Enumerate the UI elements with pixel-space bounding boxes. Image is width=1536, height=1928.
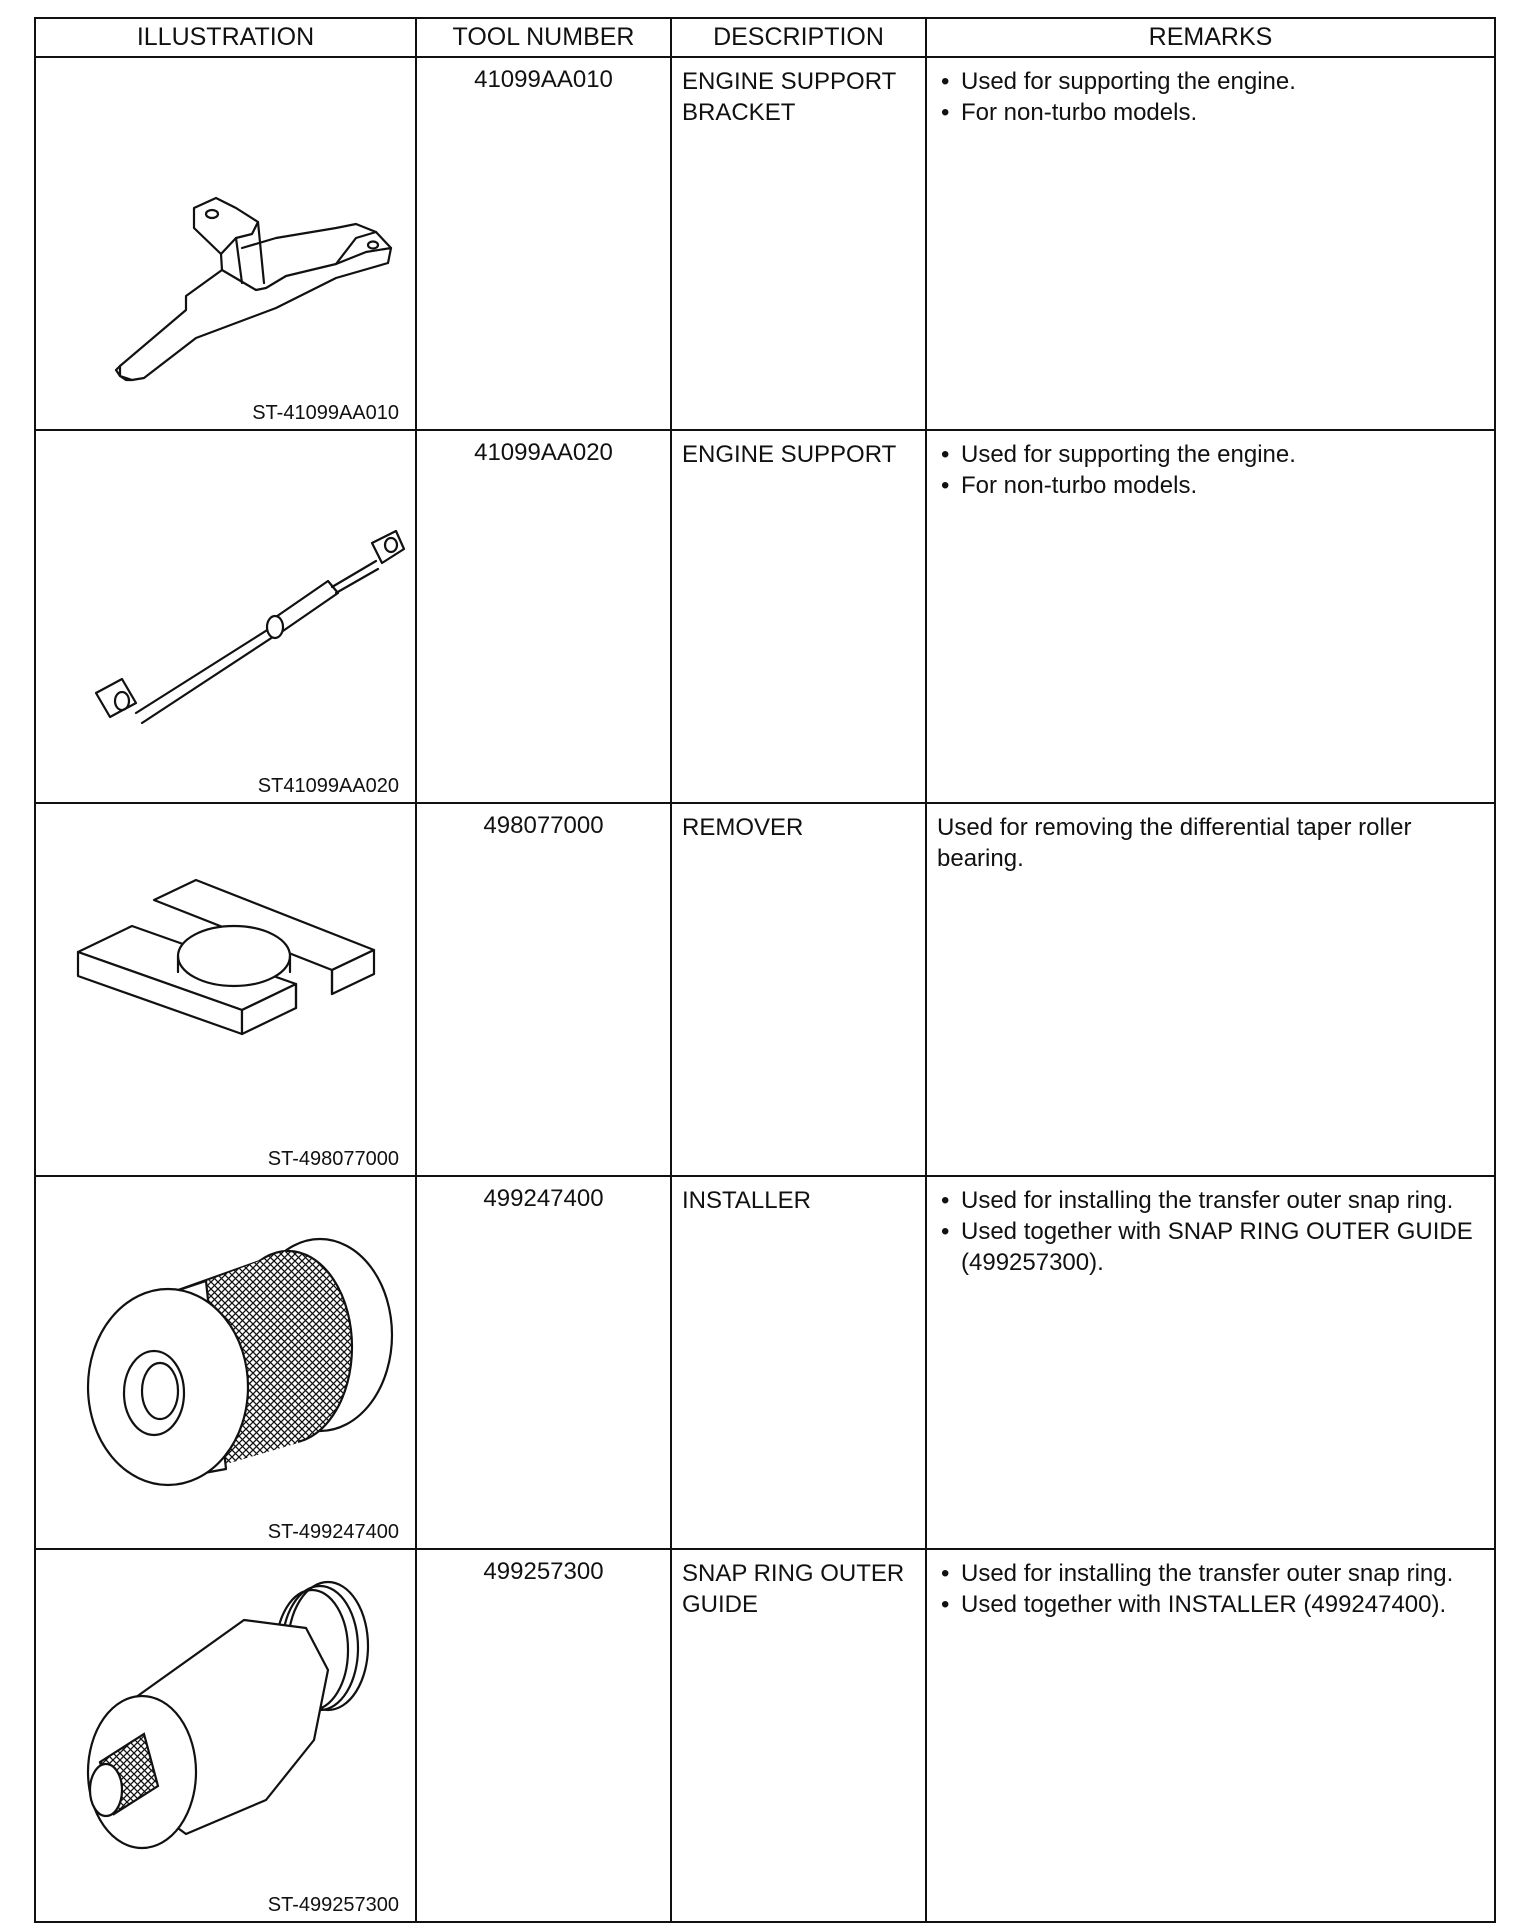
- tool-description: [671, 1549, 926, 1922]
- remover-icon: [36, 804, 417, 1177]
- illustration-code: ST41099AA020: [257, 775, 399, 797]
- header-remarks: REMARKS: [926, 18, 1495, 57]
- table-row: [35, 430, 1495, 803]
- tool-description: [671, 803, 926, 1176]
- tool-remarks: [926, 430, 1495, 803]
- installer-icon: [36, 1177, 417, 1550]
- remark-item: • For non-turbo models.: [937, 97, 1486, 128]
- tool-number: 41099AA010: [416, 57, 671, 430]
- illustration-cell: [35, 430, 416, 803]
- remark-item: • Used together with INSTALLER (499247400).: [937, 1589, 1486, 1620]
- tool-description-text: REMOVER: [682, 814, 804, 841]
- tool-description-text: SNAP RING OUTER GUIDE: [682, 1560, 905, 1618]
- header-tool-number: TOOL NUMBER: [416, 18, 671, 57]
- illustration-code: ST-41099AA010: [252, 402, 399, 424]
- remark-text: Used for removing the differential taper roller bearing.: [937, 814, 1412, 872]
- table-row: [35, 803, 1495, 1176]
- header-illustration: ILLUSTRATION: [35, 18, 416, 57]
- tool-remarks: [926, 803, 1495, 1176]
- tool-description-text: INSTALLER: [682, 1187, 811, 1214]
- engine-support-bracket-icon: [36, 58, 417, 431]
- remark-item: • Used for installing the transfer outer snap ring.: [937, 1185, 1486, 1216]
- remark-item: • Used for supporting the engine.: [937, 66, 1486, 97]
- tool-number: 499247400: [416, 1176, 671, 1549]
- header-description: DESCRIPTION: [671, 18, 926, 57]
- tool-remarks: [926, 57, 1495, 430]
- remark-item: • For non-turbo models.: [937, 470, 1486, 501]
- illustration-cell: [35, 57, 416, 430]
- tool-description: [671, 1176, 926, 1549]
- tool-description: [671, 57, 926, 430]
- illustration-code: ST-498077000: [267, 1148, 399, 1170]
- header-row: [35, 18, 1495, 57]
- tool-number: 498077000: [416, 803, 671, 1176]
- tool-description: [671, 430, 926, 803]
- tool-number: 499257300: [416, 1549, 671, 1922]
- tool-description-text: ENGINE SUPPORT BRACKET: [682, 68, 896, 126]
- remark-item: • Used for installing the transfer outer snap ring.: [937, 1558, 1486, 1589]
- illustration-cell: [35, 803, 416, 1176]
- table-row: [35, 1176, 1495, 1549]
- tool-number: 41099AA020: [416, 430, 671, 803]
- illustration-code: ST-499247400: [267, 1521, 399, 1543]
- tool-remarks: [926, 1549, 1495, 1922]
- remark-item: • Used for supporting the engine.: [937, 439, 1486, 470]
- tool-remarks: [926, 1176, 1495, 1549]
- tool-description-text: ENGINE SUPPORT: [682, 441, 897, 468]
- special-tools-table: [34, 17, 1496, 1923]
- remark-item: • Used together with SNAP RING OUTER GUIDE (499257300).: [937, 1216, 1486, 1278]
- engine-support-icon: [36, 431, 417, 804]
- table-row: [35, 1549, 1495, 1922]
- illustration-code: ST-499257300: [267, 1894, 399, 1916]
- snap-ring-outer-guide-icon: [36, 1550, 417, 1923]
- table-row: [35, 57, 1495, 430]
- illustration-cell: [35, 1176, 416, 1549]
- illustration-cell: [35, 1549, 416, 1922]
